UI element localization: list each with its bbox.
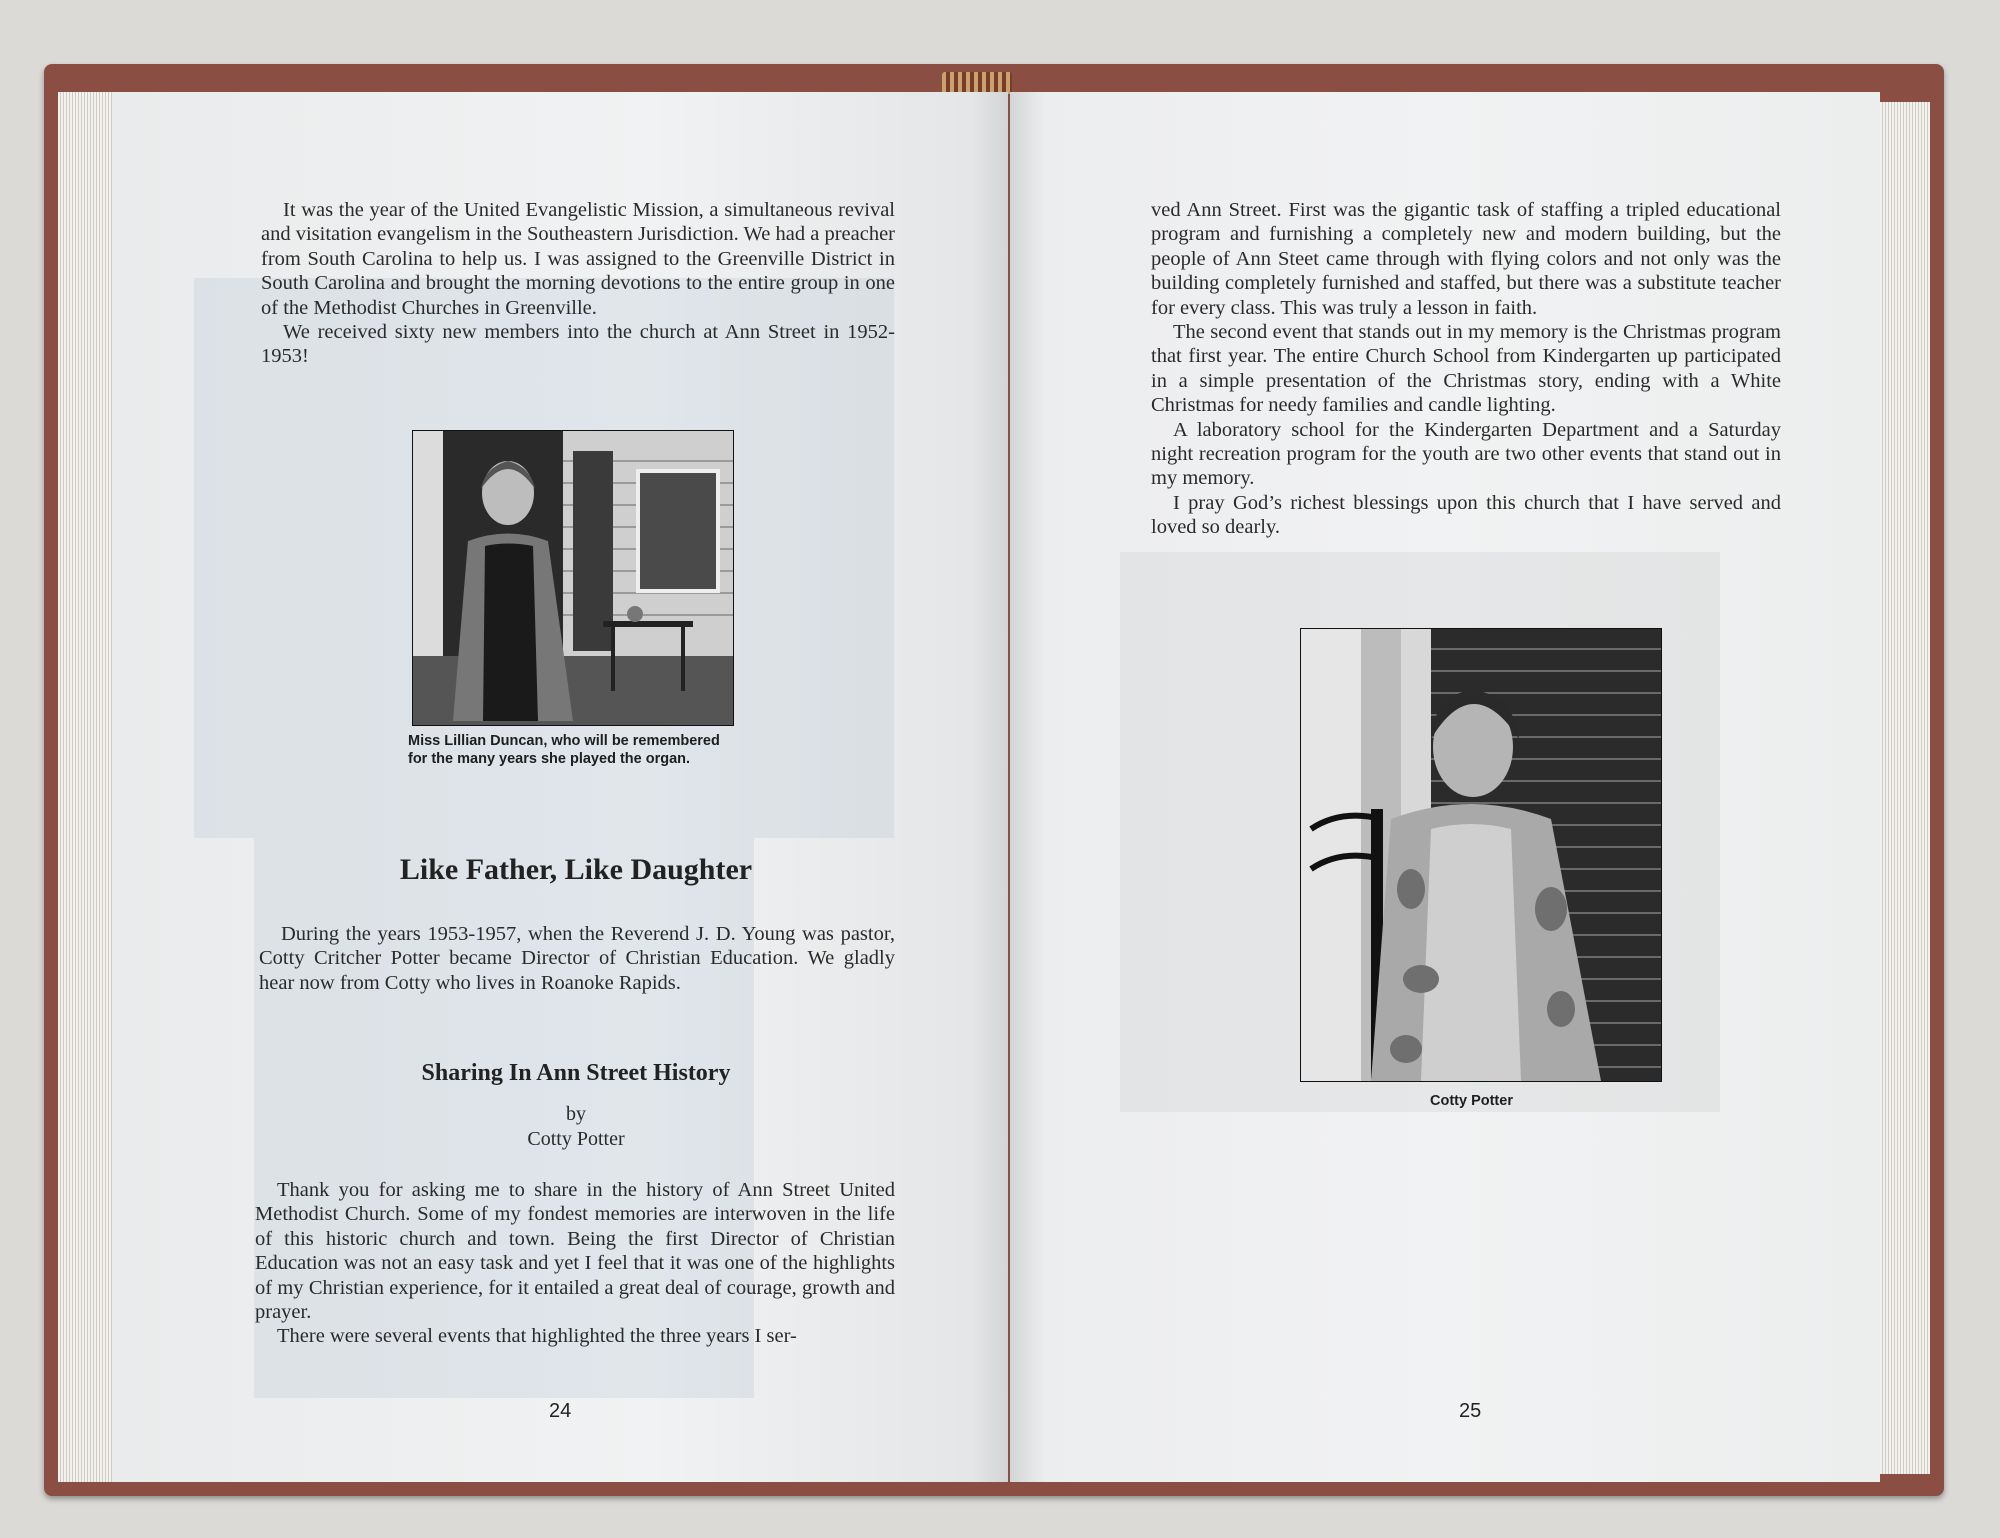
byline: by (566, 1103, 586, 1125)
paragraph: ved Ann Street. First was the gigantic task of staffing a tripled educational program and furnishing a completely new and modern building, but the people of Ann Steet came through with flying colors and not only was the building completely furnished and staffed, but there was a substitute teacher for every class. This was truly a lesson in faith. (1151, 199, 1781, 319)
spine-headband (942, 72, 1012, 94)
article-title: Sharing In Ann Street History (421, 1060, 731, 1086)
photo-lillian-duncan (412, 430, 734, 726)
page-edges-left (58, 92, 118, 1482)
paragraph: The second event that stands out in my memory is the Christmas program that first year. The entire Church School from Kindergarten up participated in a simple presentation of the Christmas story, ending with a White Christmas for needy families and candle lighting. (1151, 321, 1781, 417)
photo-lillian-duncan-image (413, 431, 733, 725)
paragraph: During the years 1953-1957, when the Reverend J. D. Young was pastor, Cotty Critcher Potter became Director of Christian Education. We gladly hear now from Cotty who lives in Roanoke Rapids. (259, 923, 895, 994)
photo-cotty-potter (1300, 628, 1662, 1082)
photo-caption: Cotty Potter (1430, 1093, 1513, 1109)
section-intro (259, 922, 895, 995)
right-body-text (1151, 198, 1781, 540)
article-body (255, 1178, 895, 1349)
page-number: 24 (549, 1400, 572, 1422)
paragraph: A laboratory school for the Kindergarten Department and a Saturday night recreation program for the youth are two other events that stand out in my memory. (1151, 418, 1781, 490)
paragraph: I pray God’s richest blessings upon this church that I have served and loved so dearly. (1151, 491, 1781, 539)
paragraph: Thank you for asking me to share in the history of Ann Street United Methodist Church. Some of my fondest memories are interwoven in the life of this historic church and town. Being the first Director of Christian Education was not an easy task and yet I feel that it was one of the highlights of my Christian experience, for it entailed a great deal of courage, growth and prayer. (255, 1179, 895, 1324)
paragraph: It was the year of the United Evangelistic Mission, a simultaneous revival and visitation evangelism in the Southeastern Jurisdiction. We had a preacher from South Carolina to help us. I was assigned to the Greenville District in South Carolina and brought the morning devotions to the entire group in one of the Methodist Churches in Greenville. (261, 199, 895, 319)
section-heading: Like Father, Like Daughter (399, 853, 753, 886)
page-number: 25 (1459, 1400, 1482, 1422)
photo-cotty-potter-image (1301, 629, 1661, 1081)
left-intro-text (261, 198, 895, 369)
paragraph: There were several events that highlighted the three years I ser- (277, 1325, 797, 1348)
left-page (112, 92, 1008, 1482)
photo-caption: Miss Lillian Duncan, who will be remembered for the many years she played the organ. (408, 733, 720, 767)
paragraph: We received sixty new members into the church at Ann Street in 1952-1953! (261, 321, 895, 368)
page-edges-right (1880, 102, 1930, 1474)
author-name: Cotty Potter (527, 1128, 625, 1150)
right-page (1010, 92, 1880, 1482)
